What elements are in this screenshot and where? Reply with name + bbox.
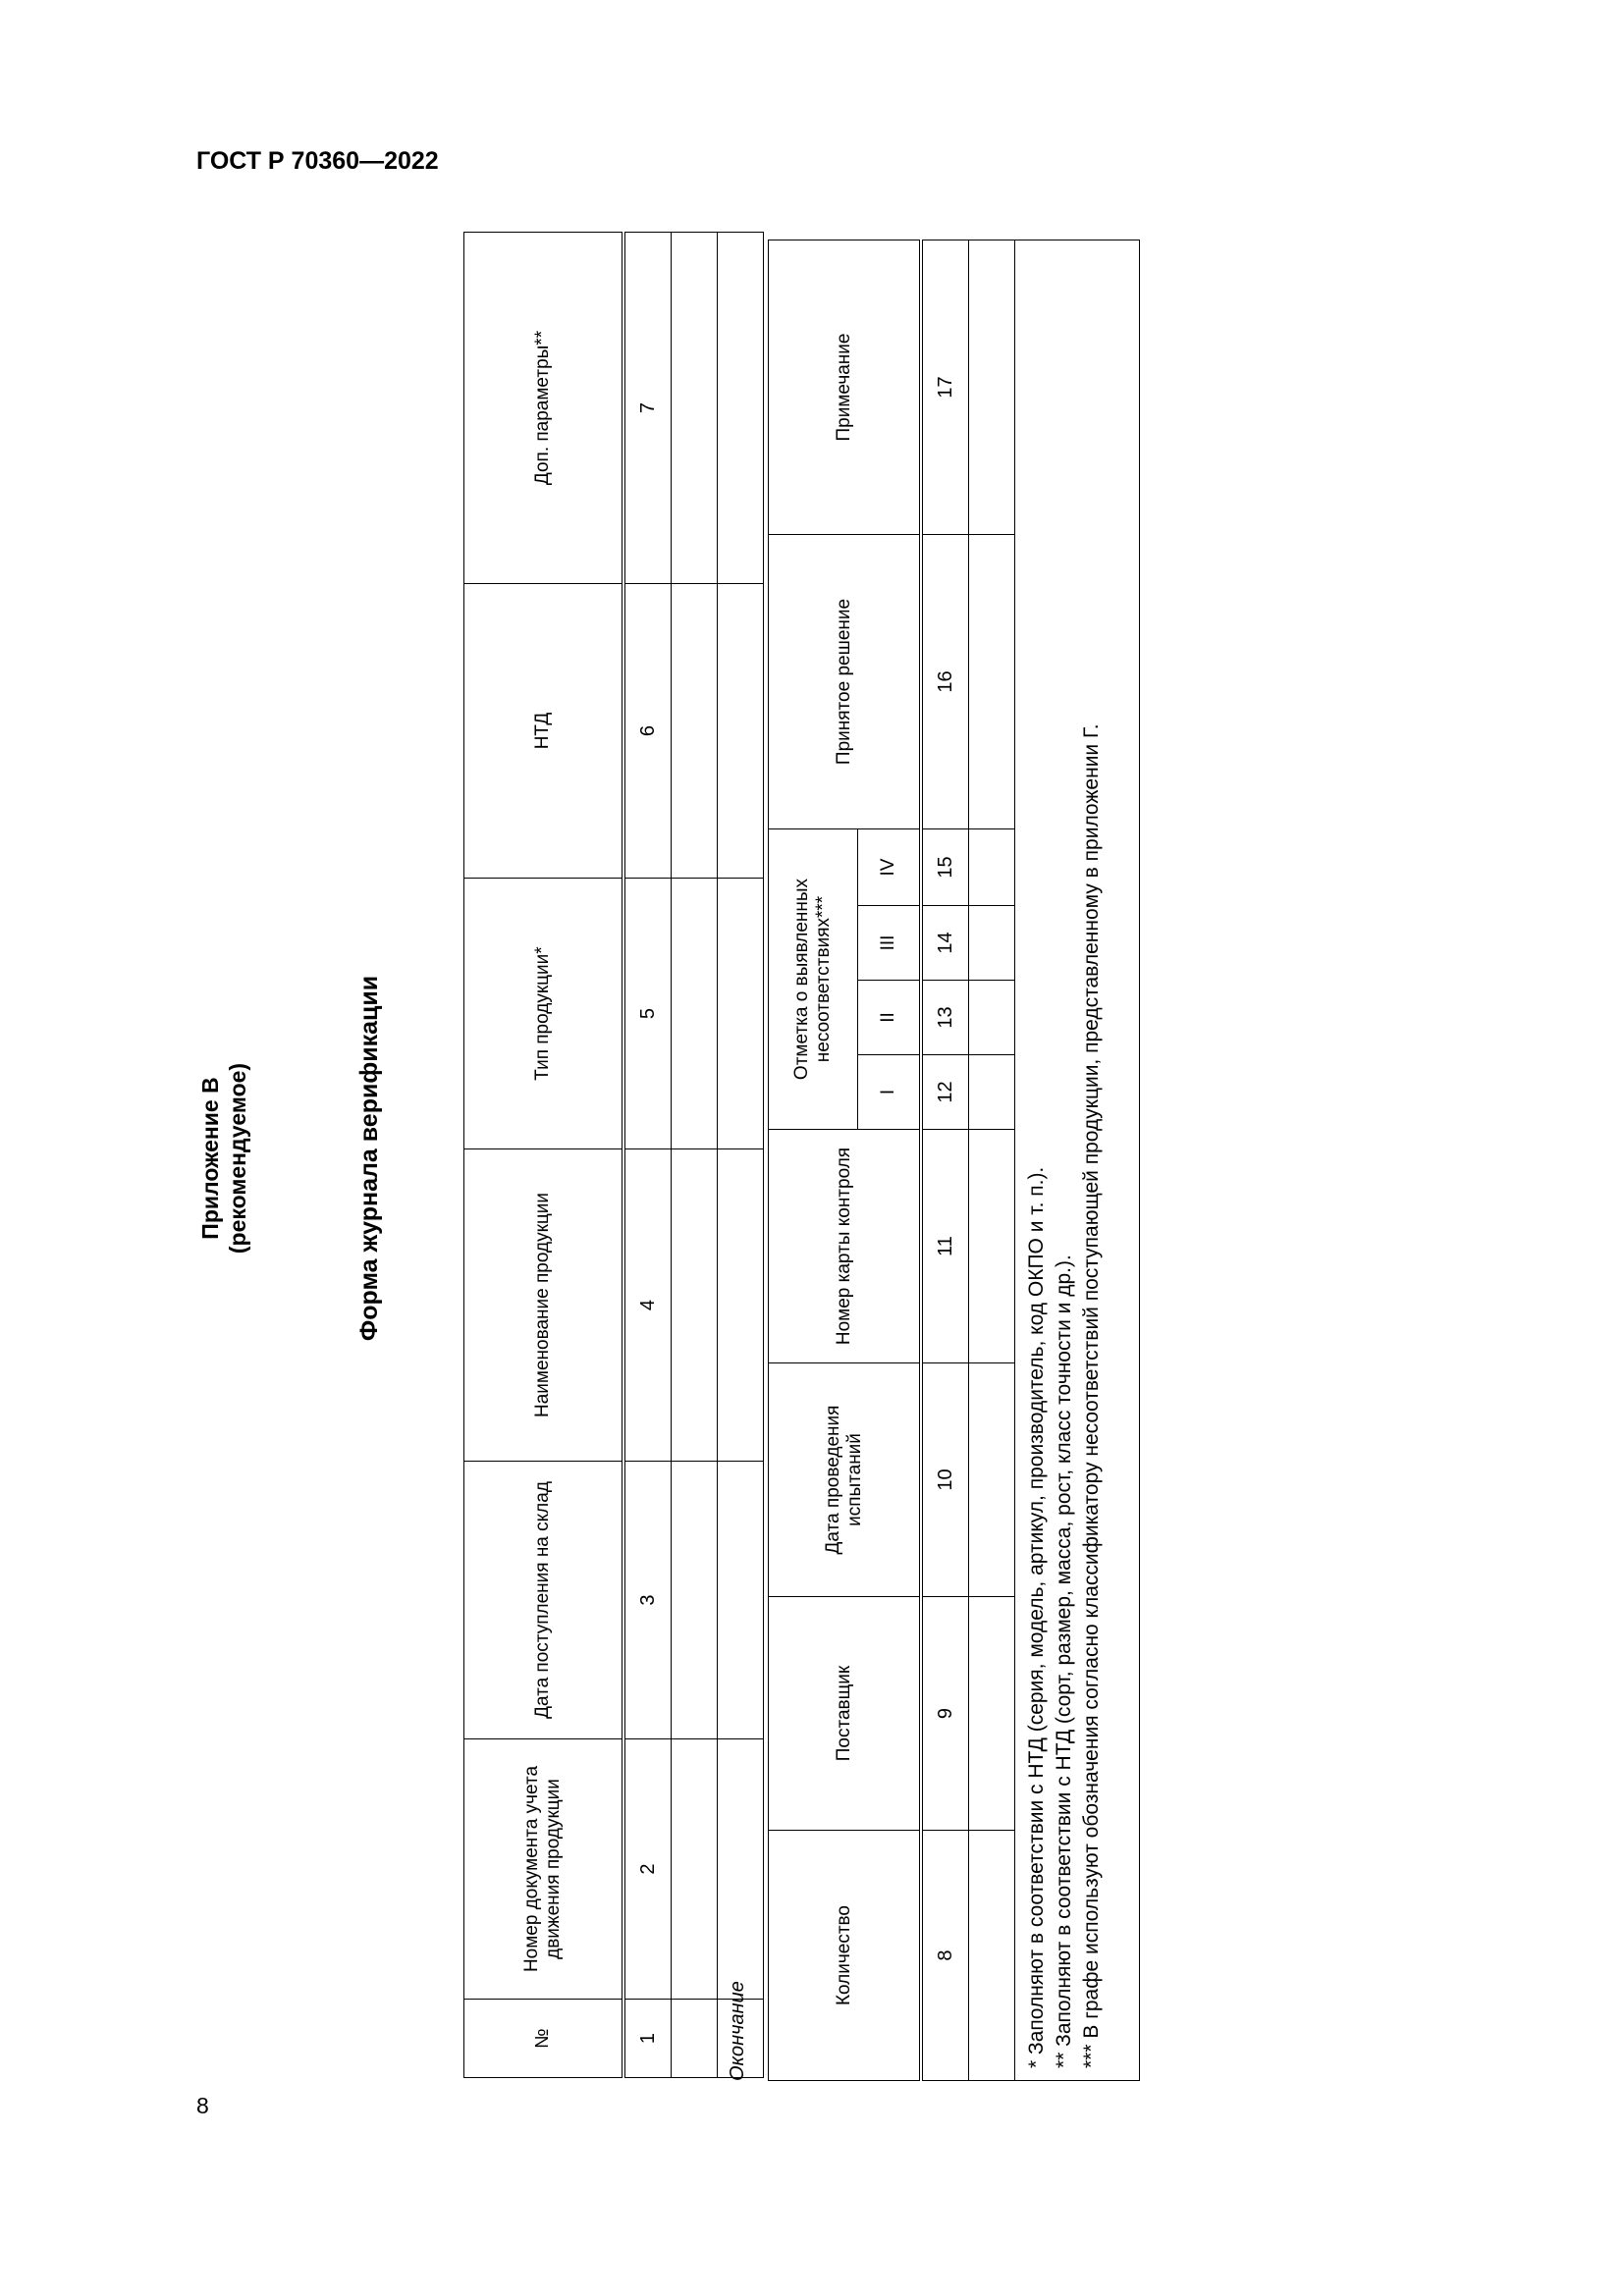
column-number: 10 [921,1363,969,1597]
footnote: * Заполняют в соответствии с НТД (серия, модель, артикул, производитель, код ОКПО и т. п.). [1025,1166,1048,2068]
footnote: *** В графе используют обозначения согласно классификатору несоответствий поступающей продукции, представленному в приложении Г. [1080,723,1103,2068]
subheader-cell: III [858,906,922,981]
column-number: 11 [921,1130,969,1363]
empty-cell [969,1130,1015,1363]
column-number: 9 [921,1597,969,1831]
empty-cell [672,1739,718,2000]
form-title: Форма журнала верификации [355,975,383,1342]
verification-journal-table-part2 [768,240,1140,2081]
empty-cell [718,1739,764,2000]
footnotes-cell [1015,240,1140,2081]
empty-cell [969,1597,1015,1831]
column-number: 16 [921,535,969,829]
header-cell-decision: Принятое решение [769,535,922,829]
empty-cell [969,1831,1015,2081]
table-row [672,233,718,2078]
empty-cell [969,240,1015,535]
column-number: 8 [921,1831,969,2081]
column-number: 4 [623,1149,672,1462]
empty-cell [672,879,718,1149]
column-number-row [623,233,672,2078]
column-number: 5 [623,879,672,1149]
header-cell-test-date: Дата проведения испытаний [769,1363,922,1597]
header-cell-supplier: Поставщик [769,1597,922,1831]
appendix-heading [196,236,251,2081]
empty-cell [718,879,764,1149]
table-row [718,233,764,2078]
table-row [969,240,1015,2081]
empty-cell [672,1149,718,1462]
empty-cell [718,233,764,584]
column-number: 13 [921,981,969,1055]
header-cell-number: № [464,2000,624,2078]
verification-journal-table-part1 [463,232,764,2078]
appendix-title: Приложение В [197,1077,223,1240]
document-number: ГОСТ Р 70360—2022 [196,147,439,175]
subheader-cell: IV [858,829,922,906]
table-header-row [769,240,858,2081]
table-header-row [464,233,624,2078]
empty-cell [718,584,764,879]
header-cell-doc-number: Номер документа учета движения продукции [464,1739,624,2000]
column-number: 3 [623,1462,672,1739]
column-number: 12 [921,1055,969,1130]
subheader-cell: II [858,981,922,1055]
empty-cell [672,233,718,584]
header-cell-control-card: Номер карты контроля [769,1130,922,1363]
header-cell-nonconformity: Отметка о выявленных несоответствиях*** [769,829,858,1130]
column-number: 2 [623,1739,672,2000]
column-number: 1 [623,2000,672,2078]
column-number: 15 [921,829,969,906]
page-number: 8 [196,2093,209,2118]
rotated-form-content [196,236,1103,2081]
column-number-row [921,240,969,2081]
empty-cell [969,906,1015,981]
empty-cell [672,1462,718,1739]
header-cell-arrival-date: Дата поступления на склад [464,1462,624,1739]
header-cell-ntd: НТД [464,584,624,879]
column-number: 6 [623,584,672,879]
empty-cell [969,535,1015,829]
header-cell-quantity: Количество [769,1831,922,2081]
header-cell-extra-params: Доп. параметры** [464,233,624,584]
empty-cell [969,829,1015,906]
empty-cell [969,1055,1015,1130]
continuation-label: Окончание [727,1981,748,2081]
empty-cell [718,1149,764,1462]
subheader-cell: I [858,1055,922,1130]
empty-cell [969,981,1015,1055]
column-number: 17 [921,240,969,535]
footnotes-row [1015,240,1140,2081]
header-cell-product-name: Наименование продукции [464,1149,624,1462]
empty-cell [969,1363,1015,1597]
header-cell-note: Примечание [769,240,922,535]
footnote: ** Заполняют в соответствии с НТД (сорт, размер, масса, рост, класс точности и др.). [1053,1255,1075,2068]
appendix-subtitle: (рекомендуемое) [225,1062,250,1255]
column-number: 14 [921,906,969,981]
empty-cell [672,2000,718,2078]
column-number: 7 [623,233,672,584]
empty-cell [672,584,718,879]
empty-cell [718,1462,764,1739]
header-cell-product-type: Тип продукции* [464,879,624,1149]
